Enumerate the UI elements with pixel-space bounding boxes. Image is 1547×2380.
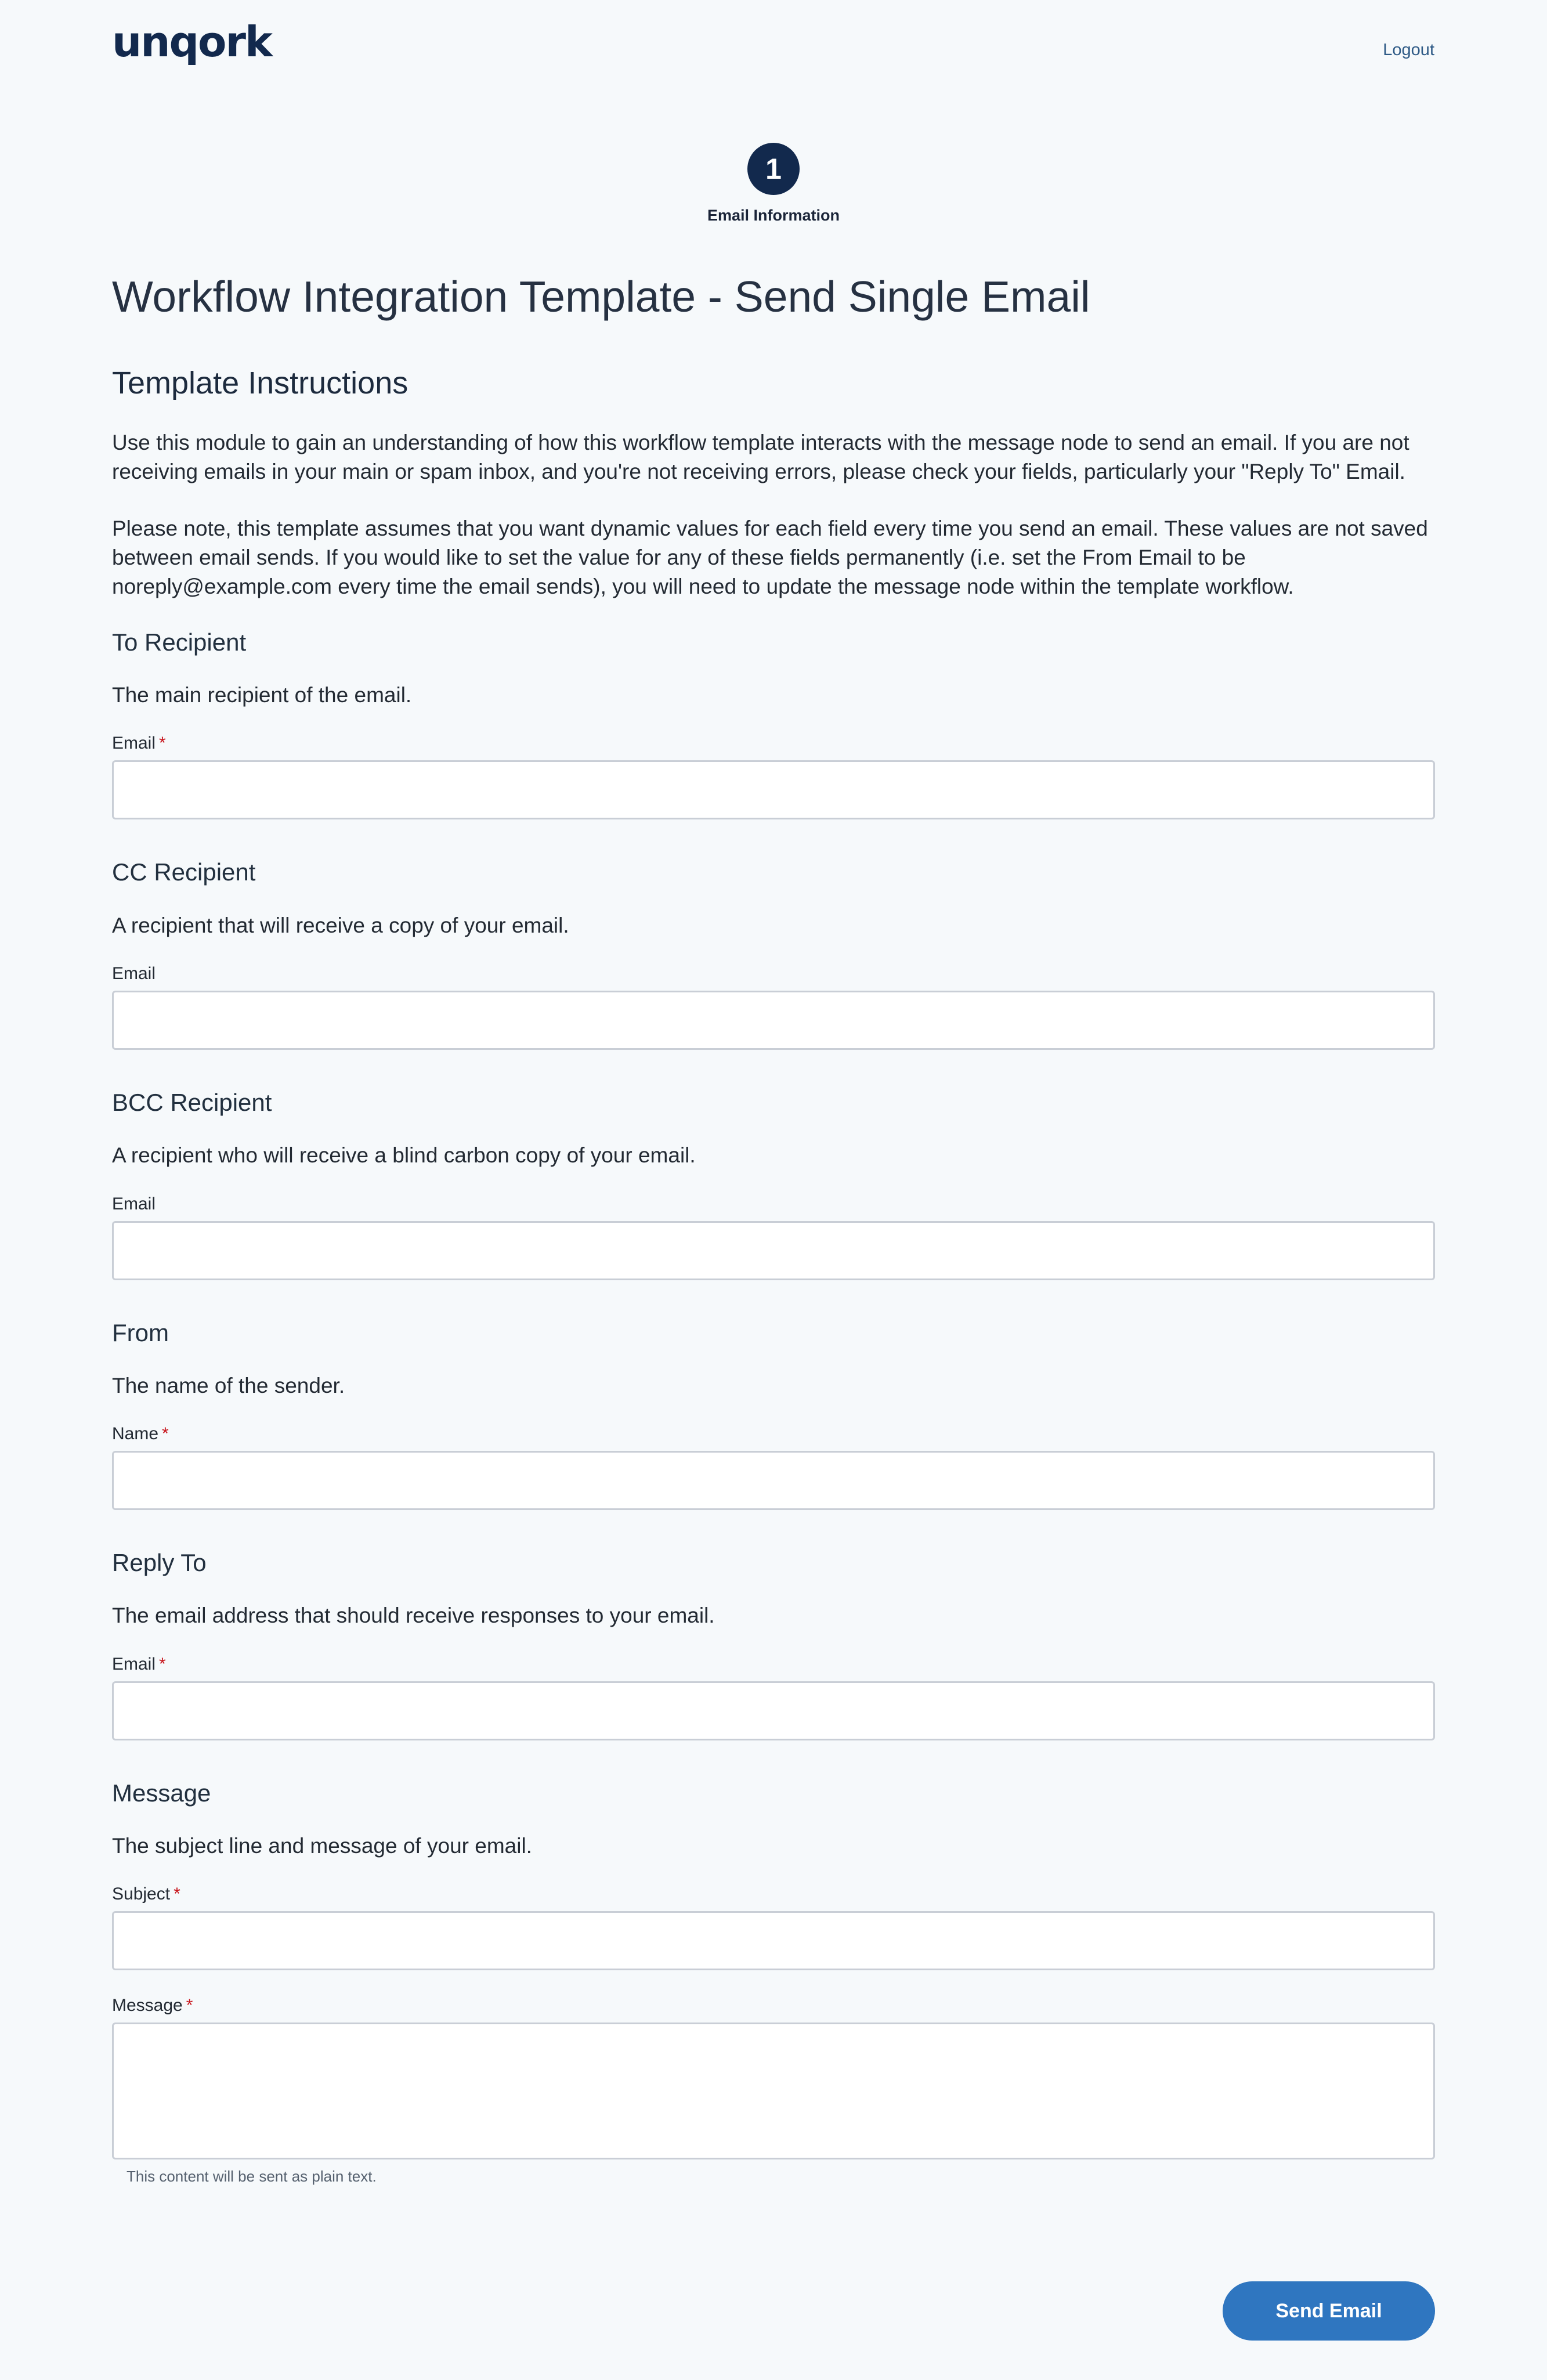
bcc-email-label: Email [112, 1194, 156, 1214]
cc-recipient-description: A recipient that will receive a copy of your email. [112, 913, 569, 937]
to-recipient-description: The main recipient of the email. [112, 683, 412, 707]
main-content [112, 273, 1435, 2186]
stepper [0, 143, 1547, 225]
cc-recipient-section [112, 859, 1435, 1050]
step-number-badge[interactable]: 1 [747, 143, 800, 195]
message-heading: Message [112, 1779, 211, 1807]
from-description: The name of the sender. [112, 1373, 345, 1397]
message-label-text: Message [112, 1996, 183, 2016]
reply-to-description: The email address that should receive responses to your email. [112, 1603, 715, 1628]
subject-label [112, 1884, 1435, 1904]
to-email-input[interactable] [112, 760, 1435, 819]
bcc-email-input[interactable] [112, 1221, 1435, 1280]
message-description: The subject line and message of your email. [112, 1833, 532, 1858]
from-name-input[interactable] [112, 1451, 1435, 1510]
message-textarea[interactable] [112, 2023, 1435, 2159]
instructions-heading: Template Instructions [112, 365, 409, 400]
app-header [0, 0, 1547, 99]
reply-to-heading: Reply To [112, 1549, 207, 1577]
reply-to-email-input[interactable] [112, 1681, 1435, 1740]
bcc-recipient-heading: BCC Recipient [112, 1089, 272, 1117]
instructions-paragraph-1: Use this module to gain an understanding of how this workflow template interacts with the message node to send an email. If you are not receiving emails in your main or spam inbox, and you're not receiving errors, please check your fields, particularly your "Reply To" Email. [112, 430, 1409, 483]
message-section [112, 1780, 1435, 2186]
subject-input[interactable] [112, 1911, 1435, 1970]
send-email-button[interactable]: Send Email [1223, 2281, 1435, 2341]
from-heading: From [112, 1319, 169, 1346]
required-asterisk: * [162, 1424, 169, 1444]
reply-to-email-label-text: Email [112, 1654, 156, 1674]
required-asterisk: * [159, 734, 166, 753]
cc-email-input[interactable] [112, 991, 1435, 1050]
unqork-logo: unqork [112, 17, 272, 66]
plain-text-help: This content will be sent as plain text. [126, 2168, 377, 2186]
logout-link[interactable]: Logout [1383, 41, 1434, 59]
step-label: Email Information [707, 207, 840, 224]
from-section [112, 1320, 1435, 1511]
required-asterisk: * [159, 1654, 166, 1674]
to-recipient-section [112, 629, 1435, 820]
cc-email-label: Email [112, 964, 156, 984]
from-name-label-text: Name [112, 1424, 159, 1444]
required-asterisk: * [186, 1996, 193, 2016]
reply-to-email-label [112, 1655, 1435, 1674]
instructions-paragraph-2: Please note, this template assumes that you want dynamic values for each field every time you send an email. These values are not saved between email sends. If you would like to set the value for any of these fields permanently (i.e. set the From Email to be noreply@example.com every time the email sends), you will need to update the message node within the template workflow. [112, 516, 1428, 598]
reply-to-section [112, 1550, 1435, 1740]
subject-label-text: Subject [112, 1884, 171, 1904]
from-name-label [112, 1424, 1435, 1444]
to-email-label [112, 734, 1435, 753]
required-asterisk: * [174, 1884, 180, 1904]
bcc-recipient-description: A recipient who will receive a blind carbon copy of your email. [112, 1143, 696, 1168]
bcc-recipient-section [112, 1089, 1435, 1280]
page-title: Workflow Integration Template - Send Single Email [112, 272, 1090, 321]
message-label [112, 1996, 1435, 2016]
cc-recipient-heading: CC Recipient [112, 858, 256, 886]
to-recipient-heading: To Recipient [112, 628, 247, 656]
to-email-label-text: Email [112, 734, 156, 753]
